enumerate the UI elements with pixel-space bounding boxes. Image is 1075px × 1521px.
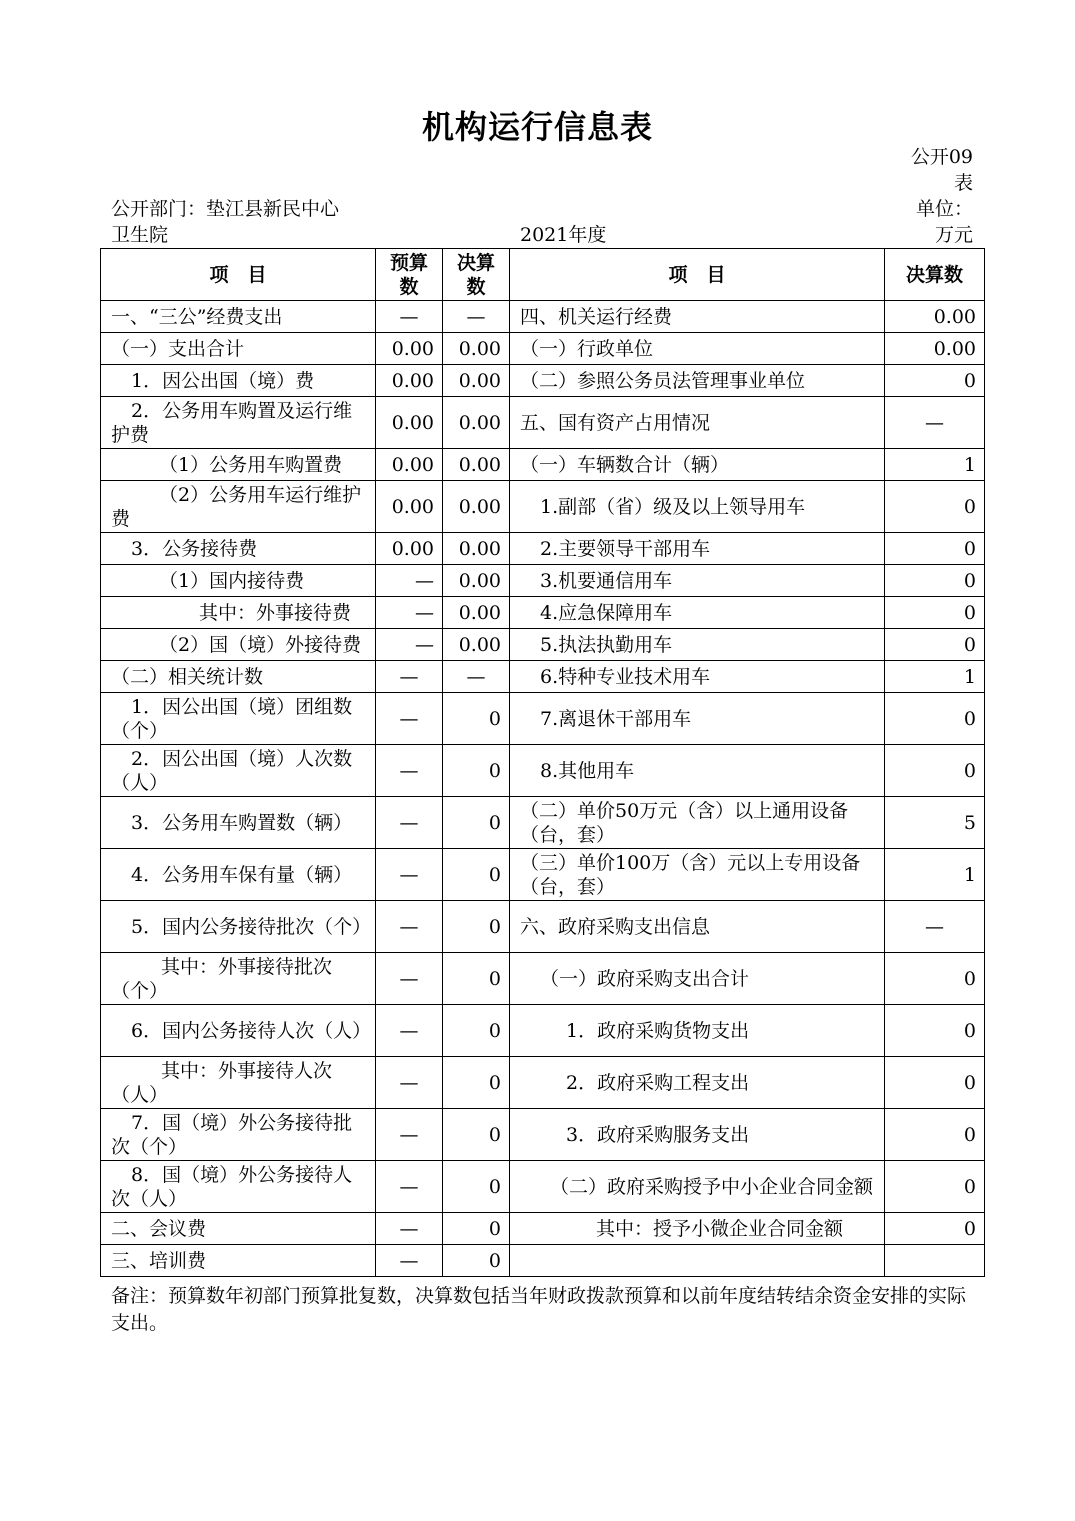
form-number bbox=[911, 144, 973, 196]
row-item-right: （一）行政单位 bbox=[510, 333, 885, 365]
row-item-right bbox=[510, 1245, 885, 1277]
row-item-right: 5.执法执勤用车 bbox=[510, 629, 885, 661]
row-item-right: （三）单价100万（含）元以上专用设备（台，套） bbox=[510, 849, 885, 901]
table-row bbox=[101, 397, 985, 449]
row-budget: — bbox=[376, 797, 443, 849]
row-value-right: 0 bbox=[885, 1005, 985, 1057]
table-row bbox=[101, 333, 985, 365]
table-row bbox=[101, 797, 985, 849]
row-budget: — bbox=[376, 661, 443, 693]
row-item-right: （二）单价50万元（含）以上通用设备（台，套） bbox=[510, 797, 885, 849]
unit-label-line1: 单位： bbox=[915, 198, 973, 220]
row-value-right: 0 bbox=[885, 1057, 985, 1109]
department-label-line1: 公开部门：垫江县新民中心 bbox=[111, 198, 340, 220]
table-row bbox=[101, 449, 985, 481]
header-final-right: 决算数 bbox=[885, 249, 985, 301]
row-budget: — bbox=[376, 849, 443, 901]
row-final: 0.00 bbox=[443, 565, 510, 597]
table-row bbox=[101, 565, 985, 597]
row-final: 0 bbox=[443, 1213, 510, 1245]
row-item: （二）相关统计数 bbox=[101, 661, 376, 693]
row-item: 三、培训费 bbox=[101, 1245, 376, 1277]
row-value-right: 0 bbox=[885, 565, 985, 597]
row-budget: — bbox=[376, 565, 443, 597]
row-item: 其中：外事接待批次（个） bbox=[101, 953, 376, 1005]
row-item: （一）支出合计 bbox=[101, 333, 376, 365]
table-row bbox=[101, 481, 985, 533]
row-final: 0 bbox=[443, 849, 510, 901]
row-final: 0.00 bbox=[443, 449, 510, 481]
row-item: 其中：外事接待费 bbox=[101, 597, 376, 629]
row-item-right: 其中：授予小微企业合同金额 bbox=[510, 1213, 885, 1245]
row-final: 0 bbox=[443, 1005, 510, 1057]
row-final: 0 bbox=[443, 1109, 510, 1161]
row-final: 0.00 bbox=[443, 333, 510, 365]
row-budget: — bbox=[376, 901, 443, 953]
table-row bbox=[101, 629, 985, 661]
row-item: 3．公务接待费 bbox=[101, 533, 376, 565]
form-number-line1: 公开09 bbox=[910, 146, 973, 168]
header-final-left: 决算数 bbox=[443, 249, 510, 301]
row-item: （1）国内接待费 bbox=[101, 565, 376, 597]
department-label-line2: 卫生院 bbox=[111, 224, 169, 246]
row-value-right: — bbox=[885, 901, 985, 953]
table-row bbox=[101, 1057, 985, 1109]
footnote: 备注：预算数年初部门预算批复数，决算数包括当年财政拨款预算和以前年度结转结余资金安排的实际支出。 bbox=[111, 1285, 967, 1334]
row-final: 0 bbox=[443, 1245, 510, 1277]
table-row bbox=[101, 597, 985, 629]
unit-label-line2: 万元 bbox=[934, 224, 973, 246]
row-budget: — bbox=[376, 1057, 443, 1109]
row-item-right: 四、机关运行经费 bbox=[510, 301, 885, 333]
table-row bbox=[101, 1109, 985, 1161]
table-row bbox=[101, 693, 985, 745]
table-row bbox=[101, 1005, 985, 1057]
row-item-right: （一）车辆数合计（辆） bbox=[510, 449, 885, 481]
row-item-right: （一）政府采购支出合计 bbox=[510, 953, 885, 1005]
row-item: 1．因公出国（境）费 bbox=[101, 365, 376, 397]
row-item: （2）国（境）外接待费 bbox=[101, 629, 376, 661]
row-final: 0.00 bbox=[443, 629, 510, 661]
row-item: （2）公务用车运行维护费 bbox=[101, 481, 376, 533]
row-budget: — bbox=[376, 1213, 443, 1245]
page-title: 机构运行信息表 bbox=[421, 108, 653, 146]
row-budget: — bbox=[376, 1109, 443, 1161]
row-value-right: 0 bbox=[885, 533, 985, 565]
info-table bbox=[100, 248, 985, 1277]
row-budget: 0.00 bbox=[376, 397, 443, 449]
table-row bbox=[101, 365, 985, 397]
row-item-right: （二）参照公务员法管理事业单位 bbox=[510, 365, 885, 397]
row-item: 1．因公出国（境）团组数（个） bbox=[101, 693, 376, 745]
department-label bbox=[111, 196, 339, 248]
row-value-right: 0 bbox=[885, 745, 985, 797]
unit-label bbox=[916, 196, 973, 248]
row-budget: — bbox=[376, 597, 443, 629]
row-final: 0 bbox=[443, 745, 510, 797]
header-item-right: 项 目 bbox=[510, 249, 885, 301]
row-final: 0 bbox=[443, 693, 510, 745]
fiscal-year: 2021年度 bbox=[520, 224, 607, 246]
table-row bbox=[101, 301, 985, 333]
row-value-right: 0 bbox=[885, 597, 985, 629]
row-item-right: 六、政府采购支出信息 bbox=[510, 901, 885, 953]
row-budget: — bbox=[376, 301, 443, 333]
row-budget: 0.00 bbox=[376, 365, 443, 397]
row-item-right: 4.应急保障用车 bbox=[510, 597, 885, 629]
row-value-right: 0.00 bbox=[885, 333, 985, 365]
header-item-left: 项 目 bbox=[101, 249, 376, 301]
table-row bbox=[101, 1213, 985, 1245]
row-value-right: 0 bbox=[885, 693, 985, 745]
row-final: 0.00 bbox=[443, 365, 510, 397]
table-row bbox=[101, 661, 985, 693]
row-budget: 0.00 bbox=[376, 481, 443, 533]
row-budget: — bbox=[376, 629, 443, 661]
row-value-right: 0 bbox=[885, 1109, 985, 1161]
row-item: 2．公务用车购置及运行维护费 bbox=[101, 397, 376, 449]
table-row bbox=[101, 953, 985, 1005]
form-number-line2: 表 bbox=[953, 172, 973, 194]
row-final: 0 bbox=[443, 901, 510, 953]
row-final: 0 bbox=[443, 1161, 510, 1213]
row-item: 其中：外事接待人次（人） bbox=[101, 1057, 376, 1109]
row-budget: — bbox=[376, 1245, 443, 1277]
row-final: — bbox=[443, 661, 510, 693]
row-value-right: 0 bbox=[885, 1161, 985, 1213]
row-final: 0 bbox=[443, 1057, 510, 1109]
row-final: — bbox=[443, 301, 510, 333]
row-item-right: 7.离退休干部用车 bbox=[510, 693, 885, 745]
row-budget: 0.00 bbox=[376, 449, 443, 481]
row-item: 5．国内公务接待批次（个） bbox=[101, 901, 376, 953]
table-row bbox=[101, 1161, 985, 1213]
table-row bbox=[101, 849, 985, 901]
row-item-right: 3.机要通信用车 bbox=[510, 565, 885, 597]
row-budget: — bbox=[376, 953, 443, 1005]
table-row bbox=[101, 745, 985, 797]
table-row bbox=[101, 1245, 985, 1277]
row-item: 二、会议费 bbox=[101, 1213, 376, 1245]
row-final: 0 bbox=[443, 797, 510, 849]
row-value-right: 1 bbox=[885, 449, 985, 481]
row-value-right: 1 bbox=[885, 849, 985, 901]
row-item: 2．因公出国（境）人次数（人） bbox=[101, 745, 376, 797]
table-row bbox=[101, 533, 985, 565]
row-value-right: 0 bbox=[885, 365, 985, 397]
row-budget: — bbox=[376, 1005, 443, 1057]
header-budget: 预算数 bbox=[376, 249, 443, 301]
row-item-right: （二）政府采购授予中小企业合同金额 bbox=[510, 1161, 885, 1213]
row-item: 3．公务用车购置数（辆） bbox=[101, 797, 376, 849]
row-item: （1）公务用车购置费 bbox=[101, 449, 376, 481]
row-final: 0.00 bbox=[443, 481, 510, 533]
row-item: 8．国（境）外公务接待人次（人） bbox=[101, 1161, 376, 1213]
row-budget: 0.00 bbox=[376, 533, 443, 565]
row-item-right: 6.特种专业技术用车 bbox=[510, 661, 885, 693]
row-item-right: 1．政府采购货物支出 bbox=[510, 1005, 885, 1057]
row-item-right: 1.副部（省）级及以上领导用车 bbox=[510, 481, 885, 533]
row-item: 一、“三公”经费支出 bbox=[101, 301, 376, 333]
row-item-right: 3．政府采购服务支出 bbox=[510, 1109, 885, 1161]
table-header-row bbox=[101, 249, 985, 301]
row-value-right bbox=[885, 1245, 985, 1277]
row-value-right: 0.00 bbox=[885, 301, 985, 333]
row-item-right: 2.主要领导干部用车 bbox=[510, 533, 885, 565]
row-value-right: 0 bbox=[885, 629, 985, 661]
row-item-right: 五、国有资产占用情况 bbox=[510, 397, 885, 449]
row-budget: — bbox=[376, 1161, 443, 1213]
row-final: 0.00 bbox=[443, 597, 510, 629]
row-budget: — bbox=[376, 693, 443, 745]
row-budget: 0.00 bbox=[376, 333, 443, 365]
row-item: 7．国（境）外公务接待批次（个） bbox=[101, 1109, 376, 1161]
table-row bbox=[101, 901, 985, 953]
row-item-right: 8.其他用车 bbox=[510, 745, 885, 797]
row-final: 0.00 bbox=[443, 397, 510, 449]
row-budget: — bbox=[376, 745, 443, 797]
row-value-right: — bbox=[885, 397, 985, 449]
row-item-right: 2．政府采购工程支出 bbox=[510, 1057, 885, 1109]
row-final: 0 bbox=[443, 953, 510, 1005]
row-value-right: 0 bbox=[885, 953, 985, 1005]
row-value-right: 1 bbox=[885, 661, 985, 693]
row-value-right: 0 bbox=[885, 481, 985, 533]
row-final: 0.00 bbox=[443, 533, 510, 565]
row-value-right: 5 bbox=[885, 797, 985, 849]
row-item: 4．公务用车保有量（辆） bbox=[101, 849, 376, 901]
row-value-right: 0 bbox=[885, 1213, 985, 1245]
row-item: 6．国内公务接待人次（人） bbox=[101, 1005, 376, 1057]
